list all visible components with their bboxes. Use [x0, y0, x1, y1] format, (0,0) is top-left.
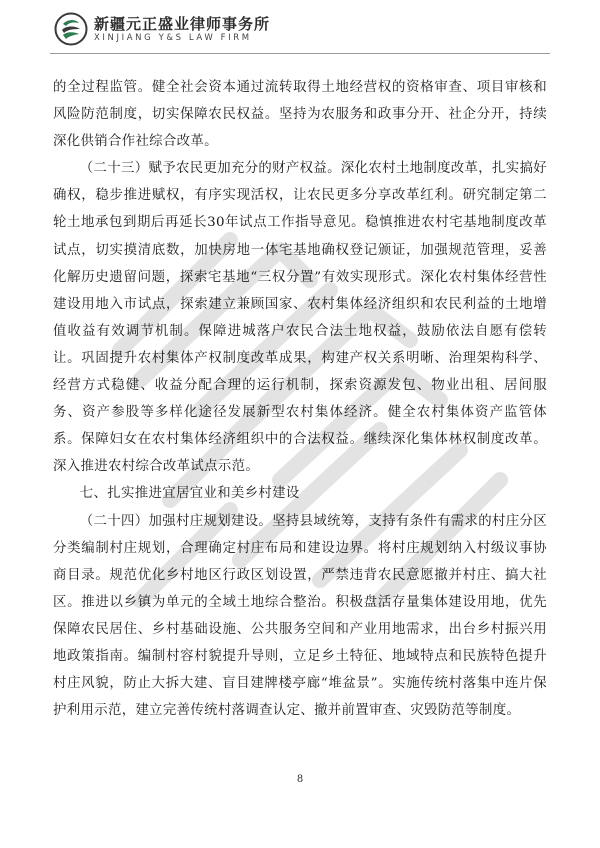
paragraph-24: （二十四）加强村庄规划建设。坚持县域统筹，支持有条件有需求的村庄分区分类编制村庄规划，合理确定村庄布局和建设边界。将村庄规划纳入村级议事协商目录。规范优化乡村地区行政区划设置，严禁违背农民意愿撤并村庄、搞大社区。推进以乡镇为单元的全域土地综合整治。积极盘活存量集体建设用地，优先保障农民居住、乡村基础设施、公共服务空间和产业用地需求，出台乡村振兴用地政策指南。编制村容村貌提升导则，立足乡土特征、地域特点和民族特色提升村庄风貌，防止大拆大建、盲目建牌楼亭廊“堆盆景”。实施传统村落集中连片保护利用示范，建立完善传统村落调查认定、撤并前置审查、灾毁防范等制度。 — [53, 513, 547, 719]
page-header — [0, 0, 600, 62]
section-heading-7: 七、扎实推进宜居宜业和美乡村建设 — [79, 486, 300, 502]
firm-name-cn: 新疆元正盛业律师事务所 — [94, 15, 271, 33]
firm-name-en: XINJIANG Y&S LAW FIRM — [94, 33, 252, 43]
paragraph-continuation: 的全过程监管。健全社会资本通过流转取得土地经营权的资格审查、项目审核和风险防范制度，切实保障农民权益。坚持为农服务和政事分开、社企分开，持续深化供销合作社综合改革。 — [53, 80, 547, 150]
page-number: 8 — [296, 774, 304, 785]
header-divider — [50, 53, 550, 54]
firm-logo-icon — [54, 12, 88, 46]
document-body — [53, 74, 547, 724]
paragraph-23: （二十三）赋予农民更加充分的财产权益。深化农村土地制度改革，扎实搞好确权，稳步推进赋权，有序实现活权，让农民更多分享改革红利。研究制定第二轮土地承包到期后再延长30年试点工作指导意见。稳慎推进农村宅基地制度改革试点，切实摸清底数，加快房地一体宅基地确权登记颁证，加强规范管理，妥善化解历史遗留问题，探索宅基地“三权分置”有效实现形式。深化农村集体经营性建设用地入市试点，探索建立兼顾国家、农村集体经济组织和农民利益的土地增值收益有效调节机制。保障进城落户农民合法土地权益，鼓励依法自愿有偿转让。巩固提升农村集体产权制度改革成果，构建产权关系明晰、治理架构科学、经营方式稳健、收益分配合理的运行机制，探索资源发包、物业出租、居间服务、资产参股等多样化途径发展新型农村集体经济。健全农村集体资产监管体系。保障妇女在农村集体经济组织中的合法权益。继续深化集体林权制度改革。深入推进农村综合改革试点示范。 — [53, 161, 547, 475]
